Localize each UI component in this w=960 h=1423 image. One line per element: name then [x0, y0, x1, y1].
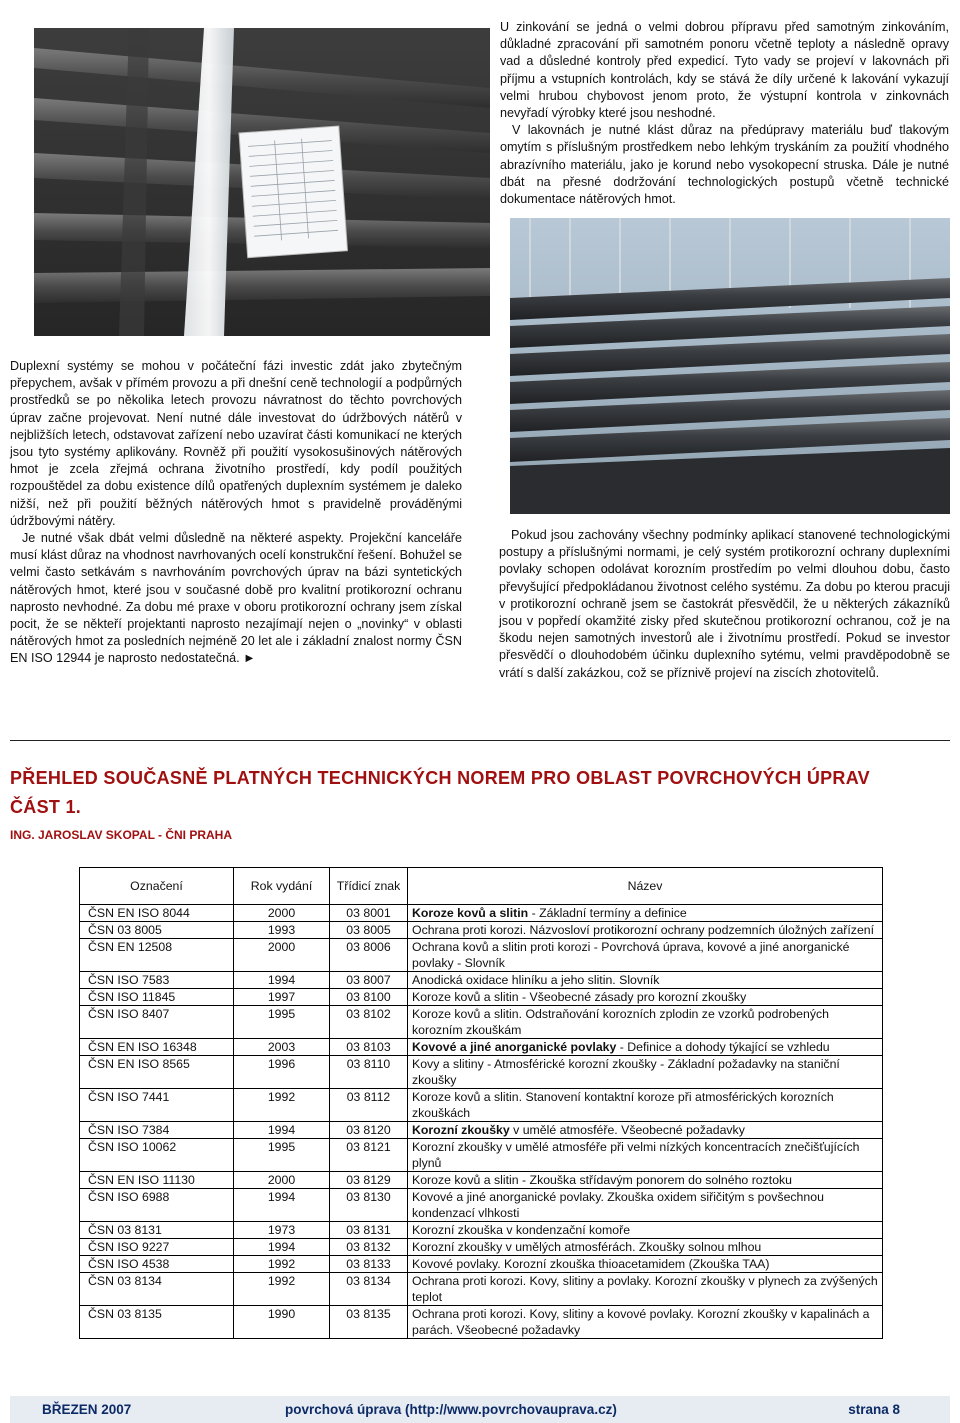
norm-title [408, 1222, 883, 1239]
norm-class-code: 03 8007 [330, 972, 408, 989]
norm-title-text: Anodická oxidace hliníku a jeho slitin. Slovník [412, 973, 660, 987]
norm-designation: ČSN ISO 10062 [80, 1139, 234, 1172]
norm-title-text: - Základní termíny a definice [528, 906, 687, 920]
norm-title-text: Kovové a jiné anorganické povlaky. Zkouška oxidem siřičitým s povšechnou kondenzací vlhkosti [412, 1190, 824, 1220]
text-zinc-preparation [500, 19, 949, 208]
norm-designation: ČSN ISO 7583 [80, 972, 234, 989]
norm-class-code: 03 8129 [330, 1172, 408, 1189]
footer-date: BŘEZEN 2007 [42, 1402, 132, 1417]
norm-year: 1995 [234, 1006, 330, 1039]
norm-title [408, 1122, 883, 1139]
norm-class-code: 03 8103 [330, 1039, 408, 1056]
norm-designation: ČSN ISO 9227 [80, 1239, 234, 1256]
norm-year: 1990 [234, 1306, 330, 1339]
norm-class-code: 03 8130 [330, 1189, 408, 1222]
norm-designation: ČSN ISO 11845 [80, 989, 234, 1006]
norm-title-bold: Kovové a jiné anorganické povlaky [412, 1040, 617, 1054]
table-row [80, 939, 883, 972]
norm-year: 1994 [234, 1122, 330, 1139]
norm-class-code: 03 8135 [330, 1306, 408, 1339]
norm-title [408, 1256, 883, 1273]
norm-title-text: Korozní zkoušky v umělých atmosférách. Zkoušky solnou mlhou [412, 1240, 762, 1254]
norm-title-text: Koroze kovů a slitin. Stanovení kontaktní koroze při atmosférických korozních zkouškách [412, 1090, 834, 1120]
header-oznaceni: Označení [80, 868, 234, 905]
norm-title-bold: Korozní zkoušky [412, 1123, 510, 1137]
table-row [80, 1006, 883, 1039]
photo-painted-profiles [510, 218, 950, 514]
norm-title-text: v umělé atmosféře. Všeobecné požadavky [509, 1123, 745, 1137]
norm-title [408, 1089, 883, 1122]
section-title-line1: PŘEHLED SOUČASNĚ PLATNÝCH TECHNICKÝCH NOREM PRO OBLAST POVRCHOVÝCH ÚPRAV [10, 768, 870, 788]
norm-year: 1996 [234, 1056, 330, 1089]
norm-designation: ČSN EN ISO 8565 [80, 1056, 234, 1089]
norm-title-text: Ochrana proti korozi. Kovy, slitiny a kovové povlaky. Korozní zkoušky v kapalinách a parách. Všeobecné požadavky [412, 1307, 870, 1337]
norm-year: 2000 [234, 939, 330, 972]
norm-class-code: 03 8134 [330, 1273, 408, 1306]
table-row [80, 1172, 883, 1189]
norm-class-code: 03 8110 [330, 1056, 408, 1089]
norm-class-code: 03 8100 [330, 989, 408, 1006]
norm-title [408, 1172, 883, 1189]
table-row [80, 1089, 883, 1122]
footer-page: strana 8 [848, 1402, 900, 1417]
norm-year: 1992 [234, 1256, 330, 1273]
norm-year: 2000 [234, 1172, 330, 1189]
norm-title [408, 1006, 883, 1039]
norm-title-text: Ochrana proti korozi. Kovy, slitiny a povlaky. Korozní zkoušky v plynech za zvýšených teplot [412, 1274, 878, 1304]
norm-class-code: 03 8005 [330, 922, 408, 939]
table-row [80, 922, 883, 939]
norm-title [408, 922, 883, 939]
header-znak: Třídicí znak [330, 868, 408, 905]
norm-title-text: Korozní zkouška v kondenzační komoře [412, 1223, 631, 1237]
norm-year: 1994 [234, 1239, 330, 1256]
table-row [80, 1189, 883, 1222]
norm-class-code: 03 8102 [330, 1006, 408, 1039]
norms-table [79, 867, 883, 1339]
norm-year: 1992 [234, 1089, 330, 1122]
norm-designation: ČSN ISO 7384 [80, 1122, 234, 1139]
norm-title [408, 989, 883, 1006]
norm-title-text: Kovové povlaky. Korozní zkouška thioacetamidem (Zkouška TAA) [412, 1257, 770, 1271]
section-title-line2: ČÁST 1. [10, 797, 82, 817]
norm-year: 1994 [234, 1189, 330, 1222]
norm-designation: ČSN ISO 8407 [80, 1006, 234, 1039]
paragraph: Pokud jsou zachovány všechny podmínky aplikací stanovené technologickými postupy a příslušnými normami, je celý systém protikorozní ochrany duplexními povlaky schopen odolávat korozním prostředím po velmi dlouhou dobu, často převyšující předpokládanou životnost celého systému. Za dobu po kterou pracuji v protikorozní ochraně jsem se častokrát přesvědčil, že u některých zákazníků jsou v popředí okamžité zisky před skutečnou protikorozní ochranou, což je na škodu nejen samotných investorů ale i životnímu prostředí. Pokud se investor přesvědčí o dlouhodobém účinku duplexního sytému, velmi pravděpodobně se vrátí s další zakázkou, což se příznivě projeví na ziscích zhotovitelů. [499, 528, 950, 680]
norm-title-text: - Definice a dohody týkající se vzhledu [616, 1040, 830, 1054]
table-row [80, 1122, 883, 1139]
norm-designation: ČSN 03 8131 [80, 1222, 234, 1239]
norm-designation: ČSN 03 8005 [80, 922, 234, 939]
norm-designation: ČSN EN ISO 16348 [80, 1039, 234, 1056]
norm-class-code: 03 8132 [330, 1239, 408, 1256]
table-row [80, 1273, 883, 1306]
section-title [10, 768, 870, 818]
header-rok: Rok vydání [234, 868, 330, 905]
header-nazev: Název [408, 868, 883, 905]
norm-title-text: Ochrana proti korozi. Názvosloví protikorozní ochrany podzemních úložných zařízení [412, 923, 875, 937]
norm-year: 1992 [234, 1273, 330, 1306]
norm-class-code: 03 8131 [330, 1222, 408, 1239]
norm-title [408, 1273, 883, 1306]
table-row [80, 1039, 883, 1056]
table-row [80, 1256, 883, 1273]
norm-designation: ČSN EN ISO 11130 [80, 1172, 234, 1189]
norm-title [408, 939, 883, 972]
table-row [80, 989, 883, 1006]
table-row [80, 1139, 883, 1172]
footer-publication: povrchová úprava (http://www.povrchovauprava.cz) [285, 1402, 617, 1417]
norm-title-text: Koroze kovů a slitin - Zkouška střídavým ponorem do solného roztoku [412, 1173, 793, 1187]
norm-title [408, 1139, 883, 1172]
norm-title-text: Koroze kovů a slitin - Všeobecné zásady pro korozní zkoušky [412, 990, 747, 1004]
norm-designation: ČSN EN 12508 [80, 939, 234, 972]
paragraph: Duplexní systémy se mohou v počáteční fázi investic zdát jako zbytečným přepychem, avšak v přímém provozu a při dnešní ceně technologií a podpůrných prostředků se po několika letech provozu návratnost do těchto povrchových úprav začne projevovat. Není nutné dále investovat do údržbových nátěrů v nejbližších letech, odstavovat zařízení nebo uzavírat části komunikací ne kterých jsou tyto systémy aplikovány. Rovněž při použití vysokosušinových nátěrových hmot je zcela zřejmá ochrana životního prostředí, kdy podíl použitých rozpouštědel za dobu existence dílů opatřených duplexním systémem je daleko nižší, než při použití běžných nátěrových hmot s pravidelně prováděnými údržbovými nátěry. [10, 359, 462, 528]
norm-class-code: 03 8006 [330, 939, 408, 972]
paragraph: Je nutné však dbát velmi důsledně na některé aspekty. Projekční kanceláře musí klást důraz na vhodnost navrhovaných ocelí konstrukční řešení. Bohužel se velmi často setkávám s navrhováním povrchových úprav na bázi syntetických nátěrových hmot, které jsou v současné době pro kvalitní protikorozní ochranu naprosto nevhodné. Za dobu mé praxe v oboru protikorozní ochrany jsem získal pocit, že se někteří projektanti naprosto nezajímají nejen o „novinky“ v oblasti nátěrových hmot za posledních nejméně 20 let ale i základní znalost normy ČSN EN ISO 12944 je naprosto nedostatečná. ► [10, 531, 462, 666]
norm-title [408, 1306, 883, 1339]
norm-year: 2000 [234, 905, 330, 922]
norm-title-text: Koroze kovů a slitin. Odstraňování korozních zplodin ze vzorků podrobených korozním zkouškám [412, 1007, 829, 1037]
norm-designation: ČSN ISO 7441 [80, 1089, 234, 1122]
norm-title [408, 1189, 883, 1222]
table-row [80, 1306, 883, 1339]
text-duplex-systems [10, 358, 462, 668]
norm-title-text: Korozní zkoušky v umělé atmosféře při velmi nízkých koncentracích znečišťujících plynů [412, 1140, 860, 1170]
norm-designation: ČSN ISO 4538 [80, 1256, 234, 1273]
norm-year: 1973 [234, 1222, 330, 1239]
norm-year: 1997 [234, 989, 330, 1006]
norm-designation: ČSN 03 8135 [80, 1306, 234, 1339]
footer [10, 1396, 950, 1423]
norm-title-text: Ochrana kovů a slitin proti korozi - Povrchová úprava, kovové a jiné anorganické povlaky - Slovník [412, 940, 850, 970]
norm-title [408, 1239, 883, 1256]
norm-title [408, 905, 883, 922]
norm-year: 1993 [234, 922, 330, 939]
table-row [80, 1239, 883, 1256]
norm-designation: ČSN 03 8134 [80, 1273, 234, 1306]
author: ING. JAROSLAV SKOPAL - ČNI PRAHA [10, 828, 233, 842]
norm-year: 1994 [234, 972, 330, 989]
norm-title [408, 972, 883, 989]
table-row [80, 1056, 883, 1089]
norm-title-bold: Koroze kovů a slitin [412, 906, 529, 920]
norm-designation: ČSN ISO 6988 [80, 1189, 234, 1222]
table-row [80, 1222, 883, 1239]
norm-class-code: 03 8121 [330, 1139, 408, 1172]
norm-designation: ČSN EN ISO 8044 [80, 905, 234, 922]
photo-steel-beams [34, 28, 490, 336]
norm-class-code: 03 8133 [330, 1256, 408, 1273]
norm-title-text: Kovy a slitiny - Atmosférické korozní zkoušky - Základní požadavky na staniční zkoušky [412, 1057, 840, 1087]
norm-class-code: 03 8112 [330, 1089, 408, 1122]
text-conditions [499, 527, 950, 682]
divider [10, 740, 950, 741]
norm-class-code: 03 8001 [330, 905, 408, 922]
norm-class-code: 03 8120 [330, 1122, 408, 1139]
paragraph: U zinkování se jedná o velmi dobrou přípravu před samotným zinkováním, důkladné zpracování při samotném ponoru včetně teploty a následně opravy vad a důsledné kontroly před expedicí. Tyto vady se projeví v lakovnách při příjmu a vstupních kontrolách, kdy se stává že díly určené k lakování vykazují velmi hrubou chybovost jenom proto, že výstupní kontrola v zinkovnách nevyřadí výrobky které jsou neshodné. [500, 20, 949, 121]
paragraph: V lakovnách je nutné klást důraz na předúpravy materiálu buď tlakovým omytím s příslušným prostředkem nebo lehkým tryskáním za použití vhodného abrazívního materiálu, jako je korund nebo vysokopecní struska. Dále je nutné dbát na přesné dodržování technologických postupů včetně technické dokumentace nátěrových hmot. [500, 123, 949, 207]
table-row [80, 905, 883, 922]
table-header-row [80, 868, 883, 905]
norm-year: 1995 [234, 1139, 330, 1172]
norm-title [408, 1056, 883, 1089]
table-row [80, 972, 883, 989]
norm-year: 2003 [234, 1039, 330, 1056]
norm-title [408, 1039, 883, 1056]
